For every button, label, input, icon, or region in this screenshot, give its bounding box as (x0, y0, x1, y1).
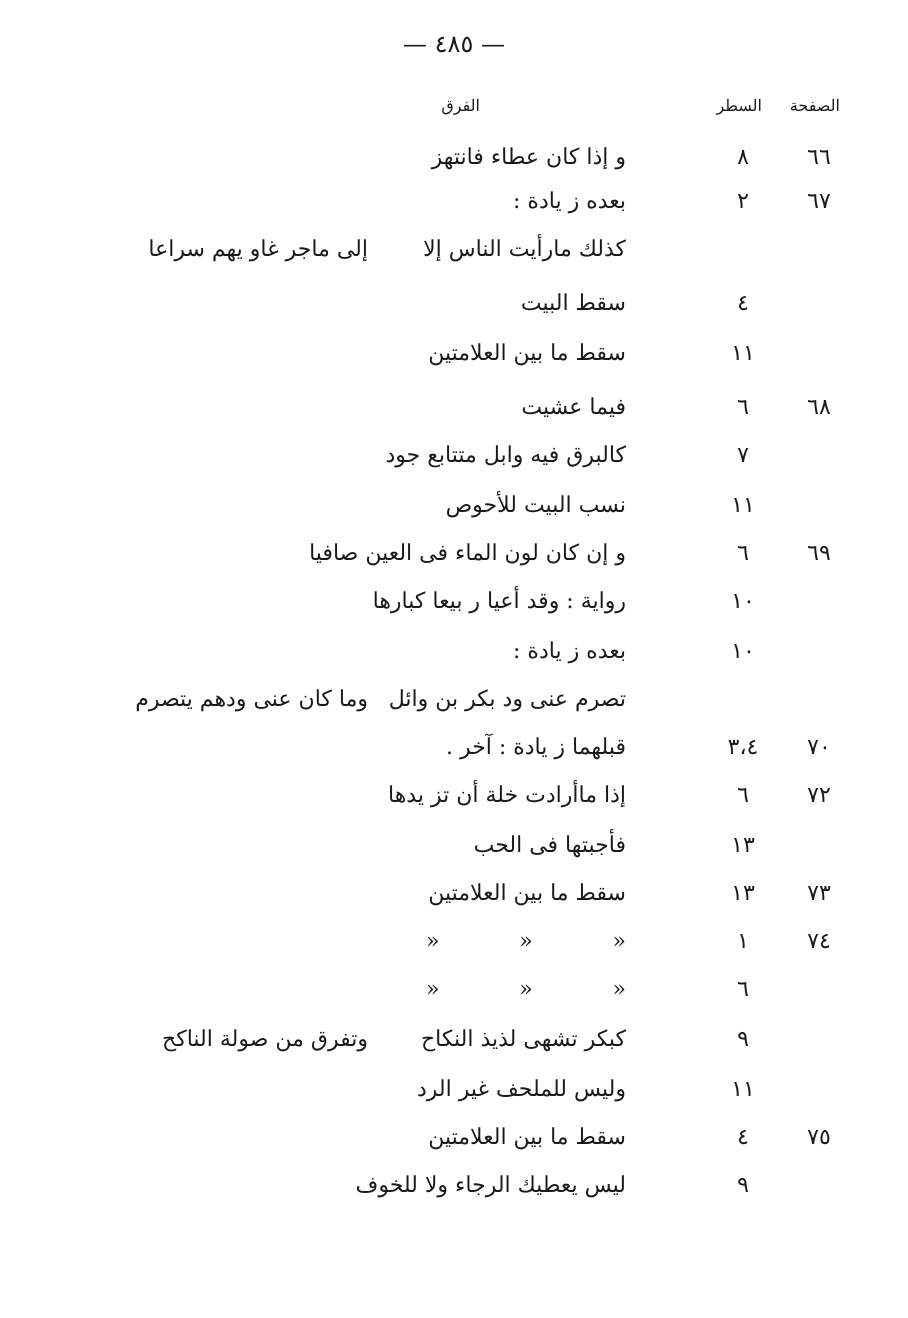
line-cell: ٦ (737, 977, 749, 1002)
page-cell: ٧٣ (807, 881, 831, 906)
verse-line (0, 680, 908, 720)
difference-cell: سقط ما بين العلامتين (428, 341, 626, 366)
table-row (0, 286, 908, 322)
ditto-mark: « (612, 929, 626, 954)
ditto-mark: « (426, 977, 440, 1002)
difference-cell: و إن كان لون الماء فى العين صافيا (309, 541, 626, 566)
verse-second-hemistich: وتفرق من صولة الناكح (162, 1027, 368, 1052)
table-row (0, 1120, 908, 1156)
table-row (0, 924, 908, 960)
table-row (0, 972, 908, 1008)
difference-cell: وليس للملحف غير الرد (417, 1077, 626, 1102)
header-page: الصفحة (789, 96, 840, 115)
table-row (0, 828, 908, 864)
line-cell: ٨ (737, 145, 749, 170)
difference-cell: رواية : وقد أعيا ر بيعا كبارها (372, 589, 626, 614)
page-cell: ٧٤ (807, 929, 831, 954)
page-cell: ٦٧ (807, 189, 831, 214)
table-row (0, 584, 908, 620)
ditto-mark: « (519, 977, 533, 1002)
table-row (0, 140, 908, 176)
verse-line (0, 230, 908, 270)
page-cell: ٦٨ (807, 395, 831, 420)
ditto-marks (426, 924, 626, 960)
ditto-mark: « (612, 977, 626, 1002)
line-cell: ٣،٤ (727, 735, 759, 760)
line-cell: ١ (737, 929, 749, 954)
verse-first-hemistich: تصرم عنى ود بكر بن وائل (388, 687, 626, 712)
page-cell: ٧٥ (807, 1125, 831, 1150)
ditto-marks (426, 972, 626, 1008)
difference-cell: سقط ما بين العلامتين (428, 881, 626, 906)
line-cell: ١٣ (731, 833, 755, 858)
verse-first-hemistich: كبكر تشهى لذيذ النكاح (420, 1027, 626, 1052)
line-cell: ١٠ (731, 639, 755, 664)
ditto-mark: « (426, 929, 440, 954)
difference-cell: قبلهما ز يادة : آخر . (446, 735, 626, 760)
difference-cell: سقط ما بين العلامتين (428, 1125, 626, 1150)
difference-cell: فيما عشيت (521, 395, 626, 420)
table-row (0, 778, 908, 814)
difference-cell: إذا ماأرادت خلة أن تز يدها (387, 783, 626, 808)
page-cell: ٧٢ (807, 783, 831, 808)
header-difference: الفرق (441, 96, 480, 115)
verse-first-hemistich: كذلك مارأيت الناس إلا (423, 237, 626, 262)
table-row (0, 1168, 908, 1204)
table-row (0, 390, 908, 426)
line-cell: ٤ (737, 1125, 749, 1150)
difference-cell: كالبرق فيه وابل متتابع جود (385, 443, 626, 468)
line-cell: ١٣ (731, 881, 755, 906)
verse-line (0, 1020, 908, 1060)
difference-cell: نسب البيت للأحوص (445, 493, 626, 518)
line-cell: ١٠ (731, 589, 755, 614)
table-row (0, 876, 908, 912)
difference-cell: فأجبتها فى الحب (473, 833, 626, 858)
header-line: السطر (716, 96, 762, 115)
table-row (0, 438, 908, 474)
line-cell: ٧ (737, 443, 749, 468)
line-cell: ٦ (737, 395, 749, 420)
line-cell: ٦ (737, 783, 749, 808)
line-cell: ٩ (737, 1173, 749, 1198)
table-row (0, 184, 908, 220)
difference-cell: بعده ز يادة : (513, 189, 626, 214)
verse-second-hemistich: إلى ماجر غاو يهم سراعا (148, 237, 368, 262)
line-cell: ٦ (737, 541, 749, 566)
page-number: — ٤٨٥ — (403, 30, 505, 58)
page-cell: ٦٦ (807, 145, 831, 170)
line-cell: ٩ (737, 1027, 749, 1052)
line-cell: ٤ (737, 291, 749, 316)
table-row (0, 488, 908, 524)
difference-cell: ليس يعطيك الرجاء ولا للخوف (355, 1173, 626, 1198)
table-row (0, 336, 908, 372)
difference-cell: سقط البيت (520, 291, 626, 316)
table-row (0, 634, 908, 670)
difference-cell: بعده ز يادة : (513, 639, 626, 664)
line-cell: ١١ (731, 493, 755, 518)
page-cell: ٧٠ (807, 735, 831, 760)
line-cell: ١١ (731, 1077, 755, 1102)
line-cell: ٢ (737, 189, 749, 214)
table-row (0, 730, 908, 766)
table-row (0, 1072, 908, 1108)
table-row (0, 536, 908, 572)
line-cell: ١١ (731, 341, 755, 366)
verse-second-hemistich: وما كان عنى ودهم يتصرم (135, 687, 368, 712)
ditto-mark: « (519, 929, 533, 954)
page-cell: ٦٩ (807, 541, 831, 566)
difference-cell: و إذا كان عطاء فانتهز (431, 145, 626, 170)
